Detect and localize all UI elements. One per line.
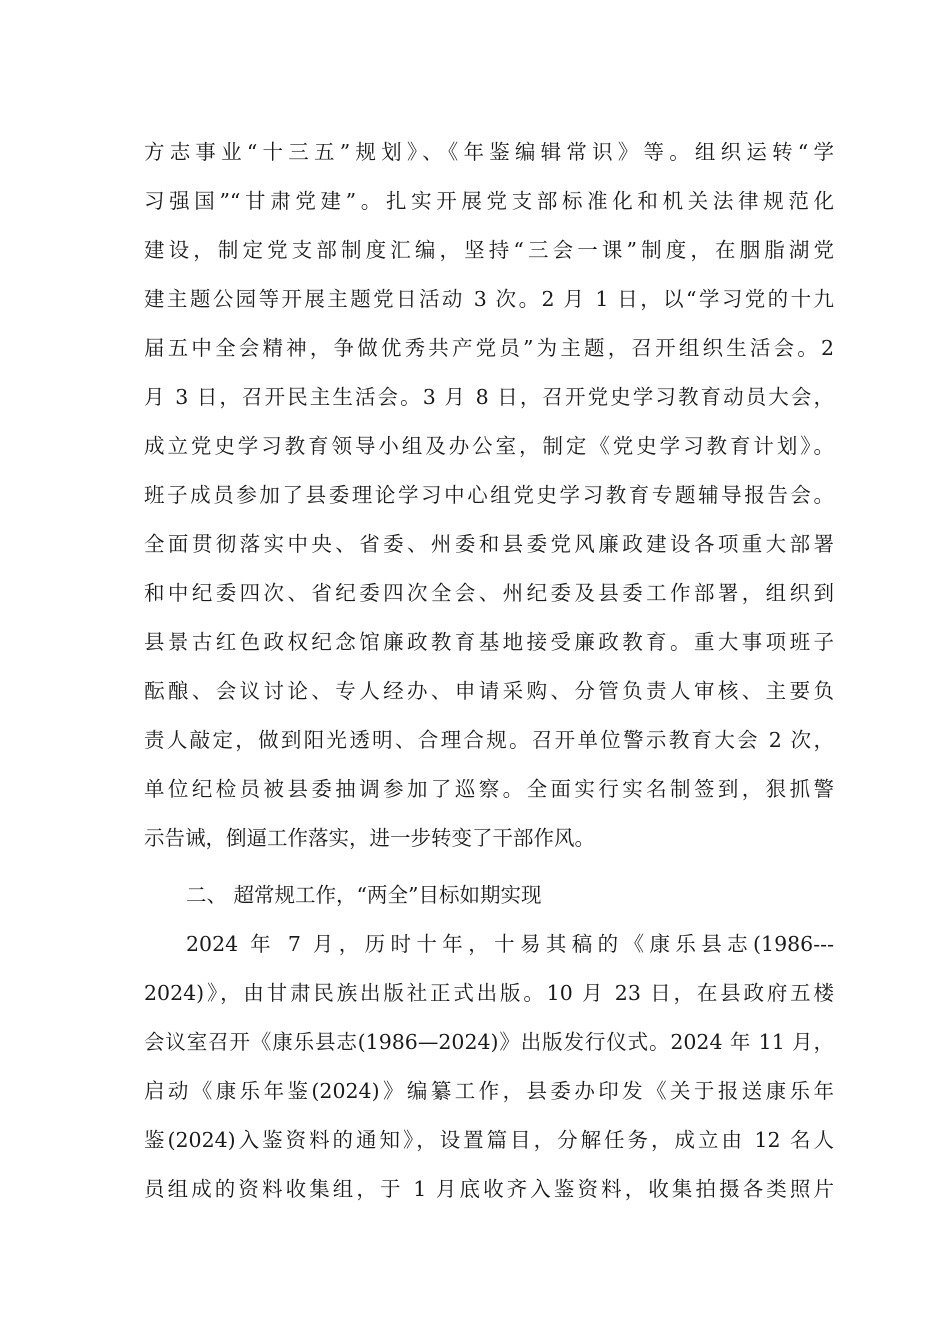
paragraph-line-8: 班子成员参加了县委理论学习中心组党史学习教育专题辅导报告会。 xyxy=(144,483,834,507)
paragraph-line-2: 习强国”“甘肃党建”。扎实开展党支部标准化和机关法律规范化 xyxy=(144,189,834,213)
paragraph-line-7: 成立党史学习教育领导小组及办公室，制定《党史学习教育计划》。 xyxy=(144,434,834,458)
paragraph-line-5: 届五中全会精神，争做优秀共产党员”为主题，召开组织生活会。2 xyxy=(144,336,834,360)
paragraph-line-1: 方志事业“十三五”规划》、《年鉴编辑常识》等。组织运转“学 xyxy=(144,140,834,164)
paragraph-line-9: 全面贯彻落实中央、省委、州委和县委党风廉政建设各项重大部署 xyxy=(144,532,834,556)
section-heading: 二、 超常规工作，“两全”目标如期实现 xyxy=(186,883,542,907)
paragraph-line-19: 会议室召开《康乐县志(1986—2024)》出版发行仪式。2024 年 11 月， xyxy=(144,1030,834,1054)
paragraph-line-22: 员组成的资料收集组，于 1 月底收齐入鉴资料，收集拍摄各类照片 xyxy=(144,1177,834,1201)
paragraph-line-14: 单位纪检员被县委抽调参加了巡察。全面实行实名制签到，狠抓警 xyxy=(144,777,834,801)
paragraph-line-10: 和中纪委四次、省纪委四次全会、州纪委及县委工作部署，组织到 xyxy=(144,581,834,605)
paragraph-line-12: 酝酿、会议讨论、专人经办、申请采购、分管负责人审核、主要负 xyxy=(144,679,834,703)
paragraph-line-4: 建主题公园等开展主题党日活动 3 次。2 月 1 日，以“学习党的十九 xyxy=(144,287,834,311)
paragraph-line-21: 鉴(2024)入鉴资料的通知》，设置篇目，分解任务，成立由 12 名人 xyxy=(144,1128,834,1152)
paragraph-line-6: 月 3 日，召开民主生活会。3 月 8 日，召开党史学习教育动员大会， xyxy=(144,385,834,409)
paragraph-line-18: 2024)》，由甘肃民族出版社正式出版。10 月 23 日，在县政府五楼 xyxy=(144,981,834,1005)
paragraph-line-15: 示告诫，倒逼工作落实，进一步转变了干部作风。 xyxy=(144,826,595,850)
paragraph-line-13: 责人敲定，做到阳光透明、合理合规。召开单位警示教育大会 2 次， xyxy=(144,728,834,752)
paragraph-line-11: 县景古红色政权纪念馆廉政教育基地接受廉政教育。重大事项班子 xyxy=(144,630,834,654)
paragraph-line-17: 2024 年 7 月，历时十年，十易其稿的《康乐县志(1986--- xyxy=(186,932,834,956)
paragraph-line-20: 启动《康乐年鉴(2024)》编纂工作，县委办印发《关于报送康乐年 xyxy=(144,1079,834,1103)
paragraph-line-3: 建设，制定党支部制度汇编，坚持“三会一课”制度，在胭脂湖党 xyxy=(144,238,834,262)
